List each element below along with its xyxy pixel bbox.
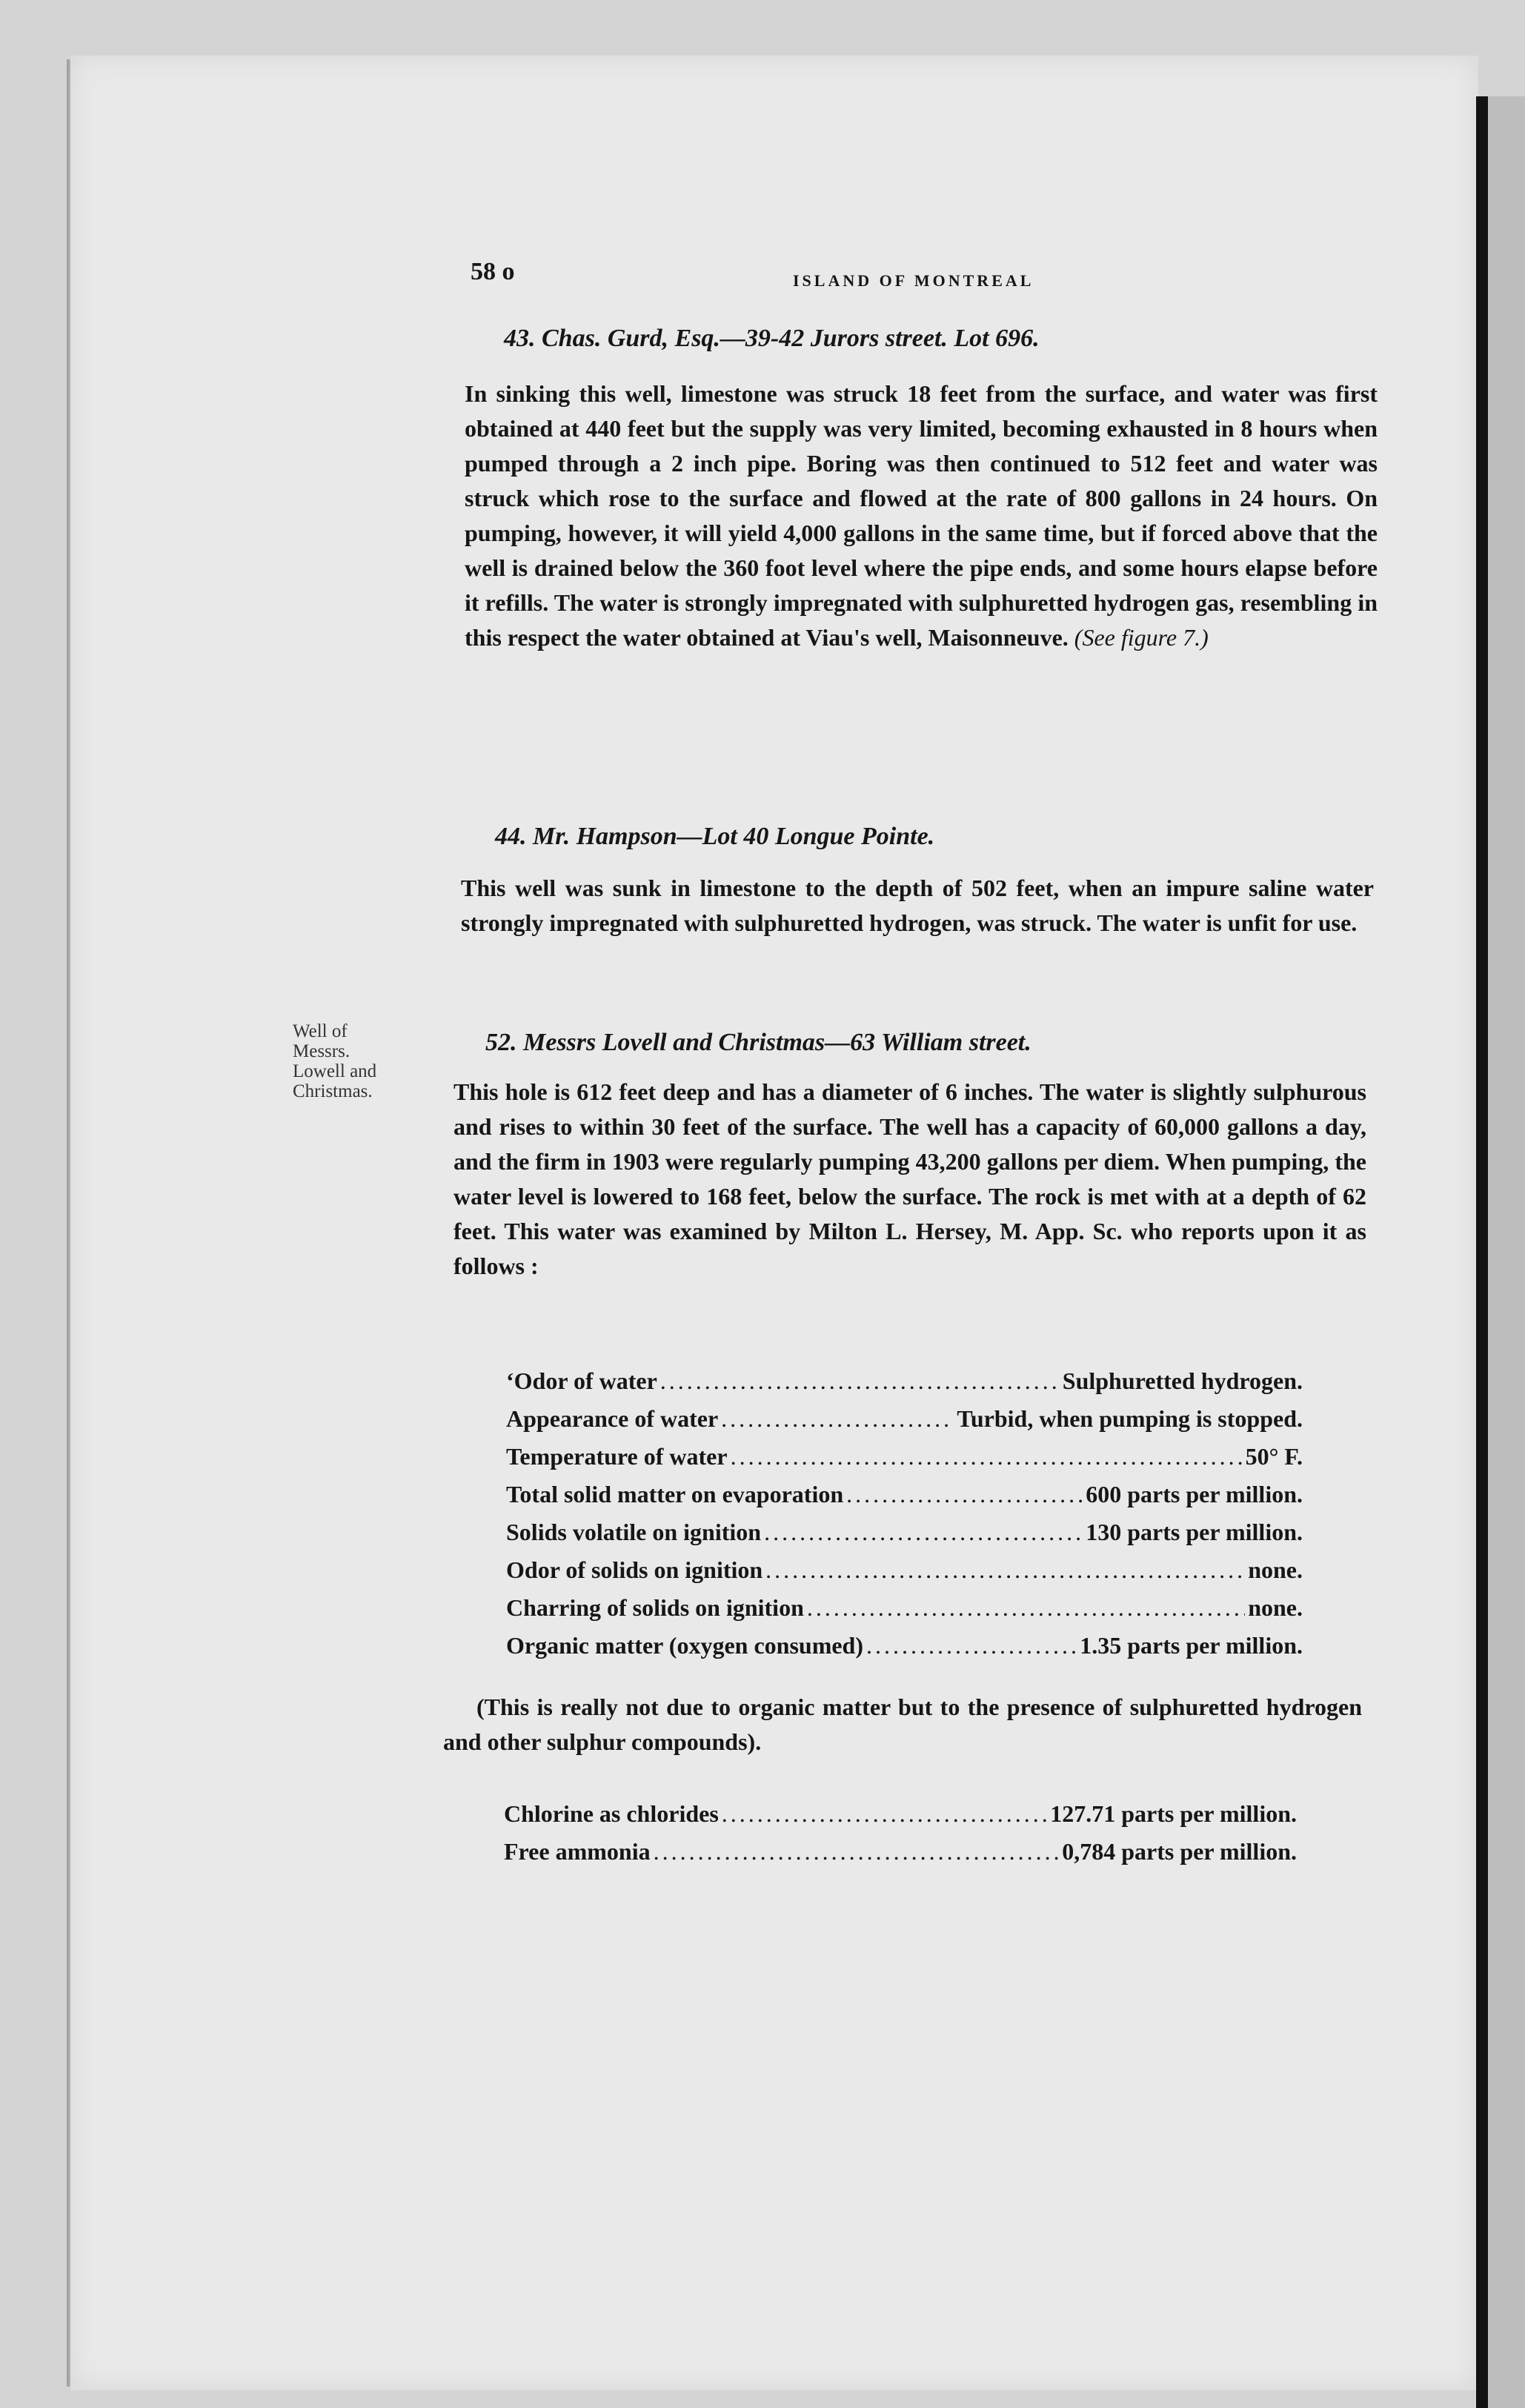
analysis-row (506, 1400, 1303, 1438)
analysis-row (504, 1833, 1297, 1871)
margin-note-line: Well of (293, 1021, 348, 1041)
analysis-row (506, 1438, 1303, 1476)
running-title: ISLAND OF MONTREAL (793, 271, 1034, 290)
margin-note (293, 1021, 426, 1101)
binding-edge (1476, 96, 1488, 2408)
section-body (465, 377, 1378, 655)
analysis-row (506, 1513, 1303, 1551)
section-body: This well was sunk in limestone to the depth of 502 feet, when an impure saline water strongly impregnated with sulphuretted hydrogen, was struck. The water is unfit for use. (461, 875, 1374, 936)
section-text: In sinking this well, limestone was struck 18 feet from the surface, and water was first obtained at 440 feet but the supply was very limited, becoming exhausted in 8 hours when pumped through a 2 inch pipe. Boring was then continued to 512 feet and water was struck which rose to the surface and flowed at the rate of 800 gallons in 24 hours. On pumping, however, it will yield 4,000 gallons in the same time, but if forced above that the well is drained below the 360 foot level where the pipe ends, and some hours elapse before it refills. The water is strongly impregnated with sulphuretted hydrogen gas, resembling in this respect the water obtained at Viau's well, Maisonneuve. (465, 380, 1378, 651)
analysis-row (506, 1362, 1303, 1400)
leader-dots (731, 1438, 1243, 1476)
section-heading: 43. Chas. Gurd, Esq.—39-42 Jurors street. Lot 696. (504, 325, 1040, 352)
margin-note-line: Christmas. (293, 1081, 373, 1101)
analysis-value: 0,784 parts per million. (1062, 1838, 1297, 1865)
figure-reference: (See figure 7.) (1074, 624, 1209, 651)
section-heading: 44. Mr. Hampson—Lot 40 Longue Pointe. (495, 823, 935, 850)
analysis-value: 130 parts per million. (1086, 1519, 1303, 1545)
analysis-row (504, 1795, 1297, 1833)
analysis-value: 127.71 parts per million. (1050, 1800, 1297, 1827)
analysis-label: Total solid matter on evaporation (506, 1481, 844, 1508)
analysis-label: ‘Odor of water (506, 1367, 657, 1394)
leader-dots (654, 1833, 1060, 1871)
analysis-value: Turbid, when pumping is stopped. (957, 1405, 1303, 1432)
analysis-label: Charring of solids on ignition (506, 1594, 804, 1621)
margin-note-line: Messrs. (293, 1041, 350, 1061)
analysis-value: 600 parts per million. (1086, 1481, 1303, 1508)
leader-dots (721, 1400, 954, 1438)
analysis-value: none. (1248, 1556, 1303, 1583)
leader-dots (765, 1551, 1245, 1589)
leader-dots (660, 1362, 1060, 1400)
scan-border (1488, 96, 1525, 2408)
leader-dots (807, 1589, 1245, 1627)
section-heading: 52. Messrs Lovell and Christmas—63 William street. (485, 1029, 1031, 1056)
analysis-row (506, 1627, 1303, 1665)
analysis-table-2 (504, 1795, 1297, 1871)
leader-dots (846, 1476, 1083, 1513)
analysis-row (506, 1551, 1303, 1589)
analysis-label: Appearance of water (506, 1405, 719, 1432)
analysis-value: 1.35 parts per million. (1080, 1632, 1303, 1659)
page-number: 58 o (471, 258, 515, 285)
analysis-value: none. (1248, 1594, 1303, 1621)
analysis-label: Free ammonia (504, 1838, 651, 1865)
analysis-label: Organic matter (oxygen consumed) (506, 1632, 863, 1659)
analysis-table (506, 1362, 1303, 1665)
analysis-label: Solids volatile on ignition (506, 1519, 762, 1545)
analysis-value: Sulphuretted hydrogen. (1062, 1367, 1303, 1394)
analysis-value: 50° F. (1245, 1443, 1303, 1470)
note-paragraph: (This is really not due to organic matter but to the presence of sulphuretted hydrogen and other sulphur compounds). (443, 1694, 1362, 1755)
analysis-label: Chlorine as chlorides (504, 1800, 719, 1827)
analysis-row (506, 1476, 1303, 1513)
margin-note-line: Lowell and (293, 1061, 377, 1081)
leader-dots (866, 1627, 1077, 1665)
section-body: This hole is 612 feet deep and has a diameter of 6 inches. The water is slightly sulphurous and rises to within 30 feet of the surface. The well has a capacity of 60,000 gallons a day, and the firm in 1903 were regularly pumping 43,200 gallons per diem. When pumping, the water level is lowered to 168 feet, below the surface. The rock is met with at a depth of 62 feet. This water was examined by Milton L. Hersey, M. App. Sc. who reports upon it as follows : (453, 1078, 1366, 1279)
analysis-row (506, 1589, 1303, 1627)
leader-dots (722, 1795, 1047, 1833)
analysis-label: Temperature of water (506, 1443, 728, 1470)
leader-dots (764, 1513, 1083, 1551)
analysis-label: Odor of solids on ignition (506, 1556, 763, 1583)
